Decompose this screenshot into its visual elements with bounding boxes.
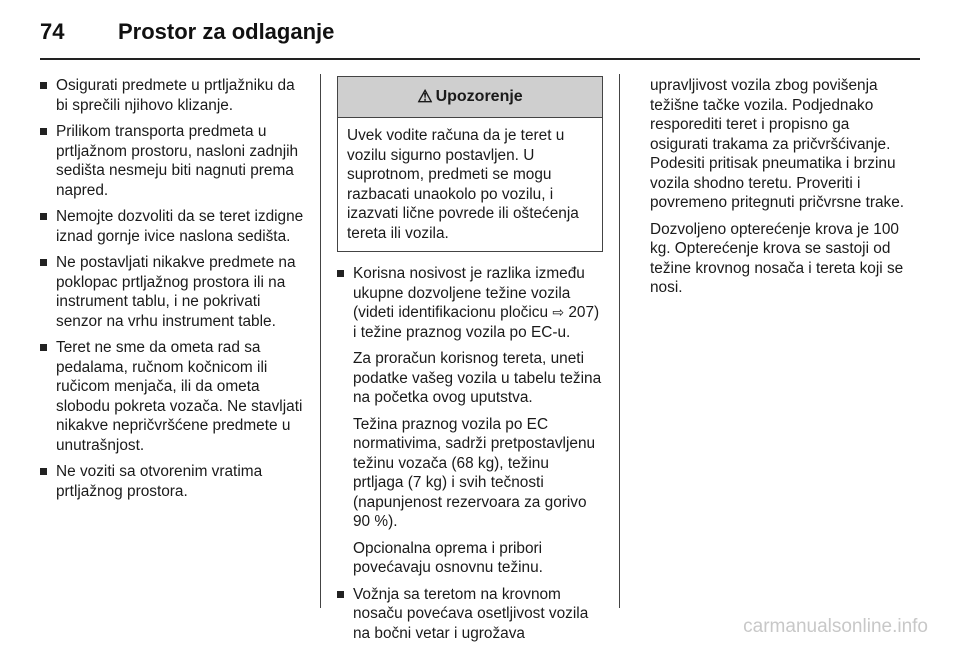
text-fragment: Korisna nosivost je razlika između ukupne dozvoljene težine vozila (videti identifikacionu pločicu [353,265,585,321]
column-right [650,76,910,305]
warning-title: Upozorenje [435,88,523,106]
list-item: Teret ne sme da ometa rad sa pedalama, ručnom kočnicom ili ručicom menjača, ili da ometa slobodu pokreta vozača. Ne stavljati nikakve nepričvršćene predmete u unutrašnjost. [40,338,306,455]
column-left [40,76,306,508]
warning-header [338,77,602,118]
list-item: Ne voziti sa otvorenim vratima prtljažnog prostora. [40,462,306,501]
column-middle [337,76,603,650]
bullet-list [40,76,306,501]
page-reference-arrow-icon: ⇨ [552,304,565,320]
watermark: carmanualsonline.info [743,616,928,637]
list-item [337,264,603,578]
paragraph: Opcionalna oprema i pribori povećavaju osnovnu težinu. [353,539,543,576]
column-divider [619,74,620,608]
page-title: Prostor za odlaganje [118,19,335,44]
header-rule [40,58,920,60]
paragraph: upravljivost vozila zbog povišenja težišne tačke vozila. Podjednako resporediti teret i propisno ga osigurati trakama za pričvršćivanje. Podesiti pritisak pneumatika i brzinu vozila shodno teretu. Proveriti i povremeno pritegnuti pričvrsne trake. [650,77,905,211]
paragraph: Težina praznog vozila po EC normativima, sadrži pretpostavljenu težinu vozača (68 kg), težinu prtljaga (7 kg) i svih tečnosti (napunjenost rezervoara za gorivo 90 %). [353,415,596,530]
column-divider [320,74,321,608]
list-item: Ne postavljati nikakve predmete na poklopac prtljažnog prostora ili na instrument tablu, i ne pokrivati senzor na vrhu instrument table. [40,253,306,331]
list-item: Nemojte dozvoliti da se teret izdigne iznad gornje ivice naslona sedišta. [40,207,306,246]
paragraph: Za proračun korisnog tereta, uneti podatke vašeg vozila u tabelu težina na početka ovog uputstva. [353,350,602,406]
page-header [40,14,334,50]
page-number: 74 [40,19,65,44]
list-item: Osigurati predmete u prtljažniku da bi sprečili njihovo klizanje. [40,76,306,115]
warning-text: Uvek vodite računa da je teret u vozilu sigurno postavljen. U suprotnom, predmeti se mogu razbacati unaokolo po vozilu, i izazvati lične povrede ili oštećenja tereta ili vozila. [347,127,579,242]
paragraph: Dozvoljeno opterećenje krova je 100 kg. Opterećenje krova se sastoji od težine krovnog nosača i tereta koji se nosi. [650,220,904,296]
list-item-text [353,264,603,342]
warning-triangle-icon: ⚠ [417,87,433,107]
bullet-list [337,264,603,643]
list-item: Prilikom transporta predmeta u prtljažnom prostoru, nasloni zadnjih sedišta nesmeju biti nagnuti prema napred. [40,122,306,200]
list-item: Vožnja sa teretom na krovnom nosaču povećava osetljivost vozila na bočni vetar i ugrožava [337,585,603,644]
warning-box [337,76,603,252]
text-fragment: 207) i težine praznog vozila po EC-u. [353,304,600,341]
